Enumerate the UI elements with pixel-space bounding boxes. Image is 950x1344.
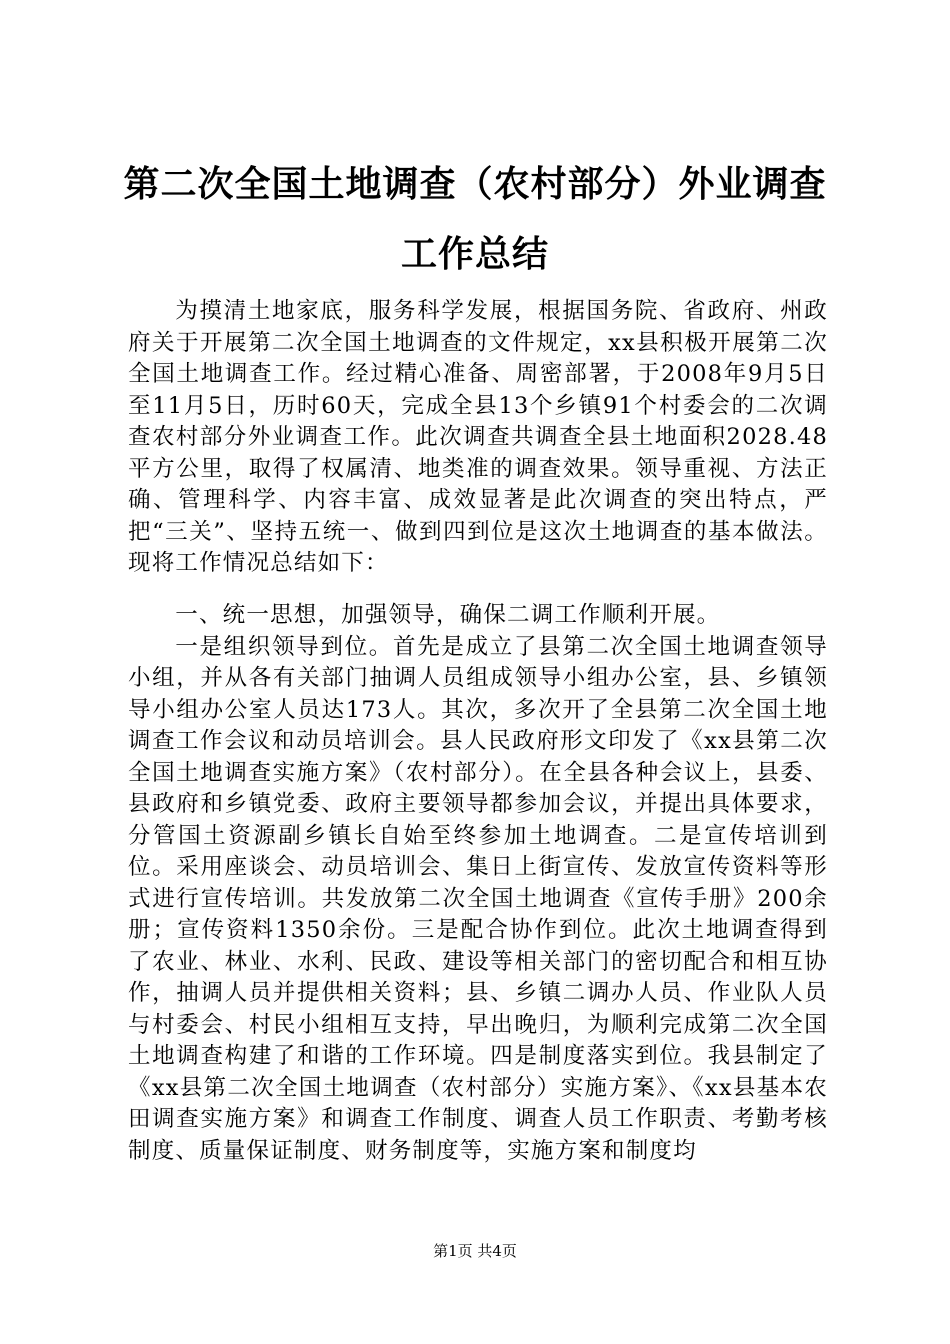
paragraph-section-1: 一是组织领导到位。首先是成立了县第二次全国土地调查领导小组，并从各有关部门抽调人员组成领导小组办公室，县、乡镇领导小组办公室人员达173人。其次，多次开了全县第二次全国土地调查工作会议和动员培训会。县人民政府形文印发了《xx县第二次全国土地调查实施方案》（农村部分）。在全县各种会议上，县委、县政府和乡镇党委、政府主要领导都参加会议，并提出具体要求，分管国土资源副乡镇长自始至终参加土地调查。二是宣传培训到位。采用座谈会、动员培训会、集日上街宣传、发放宣传资料等形式进行宣传培训。共发放第二次全国土地调查《宣传手册》200余册；宣传资料1350余份。三是配合协作到位。此次土地调查得到了农业、林业、水利、民政、建设等相关部门的密切配合和相互协作，抽调人员并提供相关资料；县、乡镇二调办人员、作业队人员与村委会、村民小组相互支持，早出晚归，为顺利完成第二次全国土地调查构建了和谐的工作环境。四是制度落实到位。我县制定了《xx县第二次全国土地调查（农村部分）实施方案》、《xx县基本农田调查实施方案》和调查工作制度、调查人员工作职责、考勤考核制度、质量保证制度、财务制度等，实施方案和制度均	[128, 633, 828, 1164]
section-one-block	[128, 600, 828, 1167]
paragraph-intro: 为摸清土地家底，服务科学发展，根据国务院、省政府、州政府关于开展第二次全国土地调查的文件规定，xx县积极开展第二次全国土地调查工作。经过精心准备、周密部署，于2008年9月5日至11月5日，历时60天，完成全县13个乡镇91个村委会的二次调查农村部分外业调查工作。此次调查共调查全县土地面积2028.48平方公里，取得了权属清、地类准的调查效果。领导重视、方法正确、管理科学、内容丰富、成效显著是此次调查的突出特点，严把“三关”、坚持五统一、做到四到位是这次土地调查的基本做法。现将工作情况总结如下：	[128, 298, 828, 576]
document-title: 第二次全国土地调查（农村部分）外业调查工作总结	[123, 164, 827, 275]
page-footer: 第1页 共4页	[433, 1242, 517, 1260]
section-heading-1: 一、统一思想，加强领导，确保二调工作顺利开展。	[175, 602, 721, 628]
intro-paragraph-block	[128, 296, 828, 580]
